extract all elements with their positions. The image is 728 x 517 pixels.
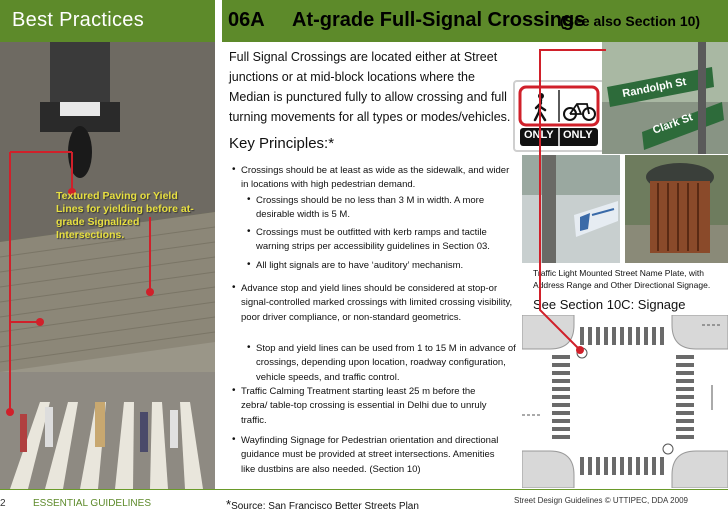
bullet-icon: •	[247, 194, 251, 205]
footer-essential-guidelines: ESSENTIAL GUIDELINES	[33, 498, 151, 509]
page-title: At-grade Full-Signal Crossings	[292, 9, 586, 31]
bullet-icon: •	[232, 385, 236, 396]
bullet-text: Crossings should be at least as wide as the sidewalk, and wider in locations with high pedestrian demand.	[241, 165, 510, 191]
page-number: 2	[0, 498, 6, 509]
street-sign-clark: Clark St	[651, 111, 695, 137]
bullet-kerb-ramps	[247, 226, 516, 255]
footer-source	[226, 497, 419, 512]
sign-only-right: ONLY	[563, 129, 593, 141]
bullet-icon: •	[232, 434, 236, 445]
bullet-min-width	[247, 194, 516, 223]
bullet-text: Crossings should be no less than 3 M in width. A more desirable width is 5 M.	[256, 195, 485, 221]
bullet-text: Wayfinding Signage for Pedestrian orientation and directional guidance must be provided at street intersections. Amenities like dustbins are also needed. (Section 10)	[241, 435, 499, 475]
bullet-icon: •	[247, 259, 251, 270]
sign-only-left: ONLY	[524, 129, 554, 141]
bullet-icon: •	[232, 282, 236, 293]
bullet-icon: •	[247, 226, 251, 237]
header-left-band	[0, 0, 215, 42]
bullet-text: Traffic Calming Treatment starting least 25 m before the zebra/ table-top crossing is essential in Delhi due to unruly traffic.	[241, 386, 487, 426]
bullet-wayfinding	[232, 434, 509, 477]
footer-copyright: Street Design Guidelines © UTTIPEC, DDA 2009	[514, 496, 688, 505]
bullet-crossing-width	[232, 164, 516, 193]
bullet-auditory	[247, 259, 516, 273]
footnote-star: *	[226, 497, 232, 512]
bullet-stop-yield-lines	[247, 342, 520, 385]
section-label: Best Practices	[12, 9, 145, 31]
signage-callout-connector	[520, 40, 630, 370]
dustbin-photo	[625, 155, 728, 263]
signage-photo-caption: Traffic Light Mounted Street Name Plate, with Address Range and Other Directional Signage.	[533, 268, 711, 290]
photo-callout-label: Textured Paving or Yield Lines for yielding before at-grade Signalized Intersections.	[56, 190, 194, 241]
key-principles-heading: Key Principles:*	[229, 135, 335, 152]
intro-paragraph: Full Signal Crossings are located either at Street junctions or at mid-block locations where the Median is punctured fully to allow crossing and full turning movements for all types or modes/vehicles.	[229, 50, 511, 124]
bullet-text: Stop and yield lines can be used from 1 to 15 M in advance of crossings, depending upon location, roadway configuration, vehicle speeds, and traffic control.	[256, 343, 516, 383]
bullet-traffic-calming	[232, 385, 503, 428]
bullet-icon: •	[232, 164, 236, 175]
bullet-icon: •	[247, 342, 251, 353]
bullet-text: All light signals are to have ‘auditory’ mechanism.	[256, 260, 464, 271]
see-also-reference: (See also Section 10)	[560, 13, 701, 29]
bullet-advance-stop	[232, 282, 519, 325]
street-photo	[0, 42, 215, 489]
bullet-text: Advance stop and yield lines should be considered at stop-or signal-controlled marked crossings with limited crossing visibility, poor driver compliance, or non-standard geometrics.	[241, 283, 513, 323]
bullet-text: Crossings must be outfitted with kerb ramps and tactile warning strips per accessibility guidelines in Section 03.	[256, 227, 490, 253]
street-sign-randolph: Randolph St	[621, 75, 688, 101]
footer-source-text: Source: San Francisco Better Streets Plan	[231, 501, 419, 512]
see-section-signage: See Section 10C: Signage	[533, 297, 686, 312]
section-code: 06A	[228, 9, 265, 31]
